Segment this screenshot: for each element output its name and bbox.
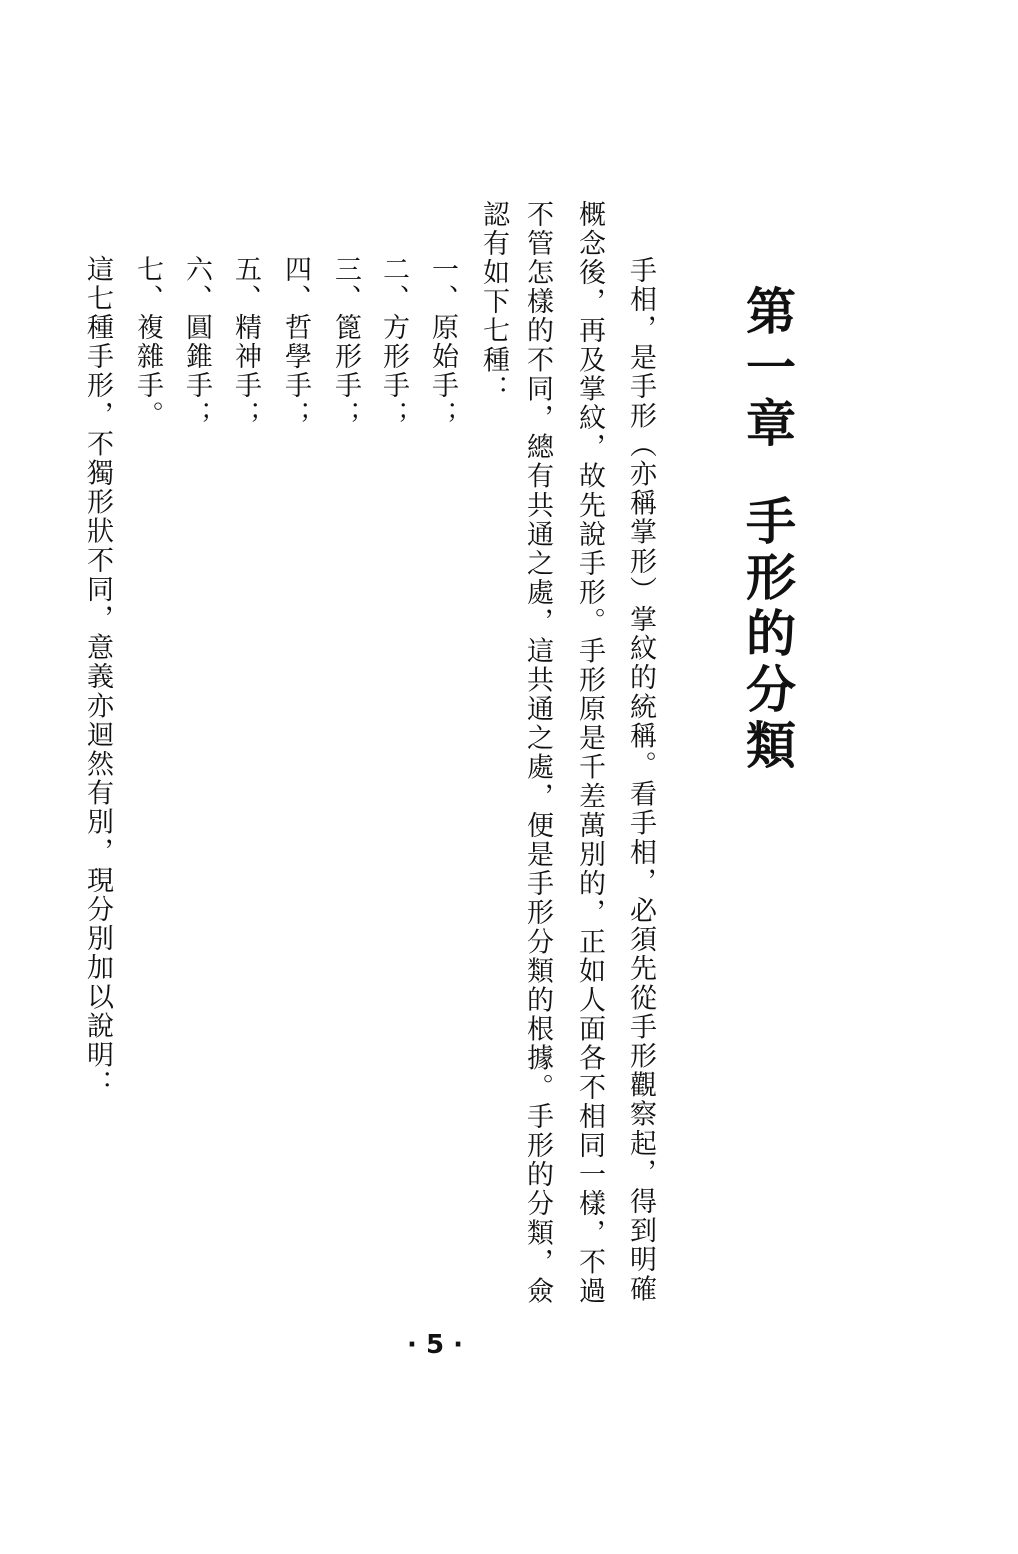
paragraph-2: 這七種手形，不獨形狀不同，意義亦迴然有別，現分別加以說明： bbox=[82, 255, 113, 1099]
list-item: 三、篦形手； bbox=[330, 255, 361, 430]
list-item: 五、精神手； bbox=[230, 255, 261, 430]
page-number: · 5 · bbox=[407, 1330, 463, 1360]
chapter-heading bbox=[738, 285, 797, 775]
list-item: 七、複雜手。 bbox=[132, 255, 163, 430]
chapter-title: 手形的分類 bbox=[738, 495, 797, 775]
paragraph-1-line-1: 手相，是手形（亦稱掌形）掌紋的統稱。看手相，必須先從手形觀察起，得到明確 bbox=[625, 256, 656, 1304]
paragraph-1-line-4: 認有如下七種： bbox=[478, 200, 509, 404]
list-item: 二、方形手； bbox=[378, 255, 409, 430]
paragraph-1-line-2: 概念後，再及掌紋，故先說手形。手形原是千差萬別的，正如人面各不相同一樣，不過 bbox=[574, 200, 605, 1306]
list-item: 六、圓錐手； bbox=[181, 255, 212, 430]
paragraph-1-line-3: 不管怎樣的不同，總有共通之處，這共通之處，便是手形分類的根據。手形的分類，僉 bbox=[522, 200, 553, 1306]
list-item: 四、哲學手； bbox=[280, 255, 311, 430]
chapter-number: 第一章 bbox=[738, 285, 797, 453]
list-item: 一、原始手； bbox=[427, 255, 458, 430]
